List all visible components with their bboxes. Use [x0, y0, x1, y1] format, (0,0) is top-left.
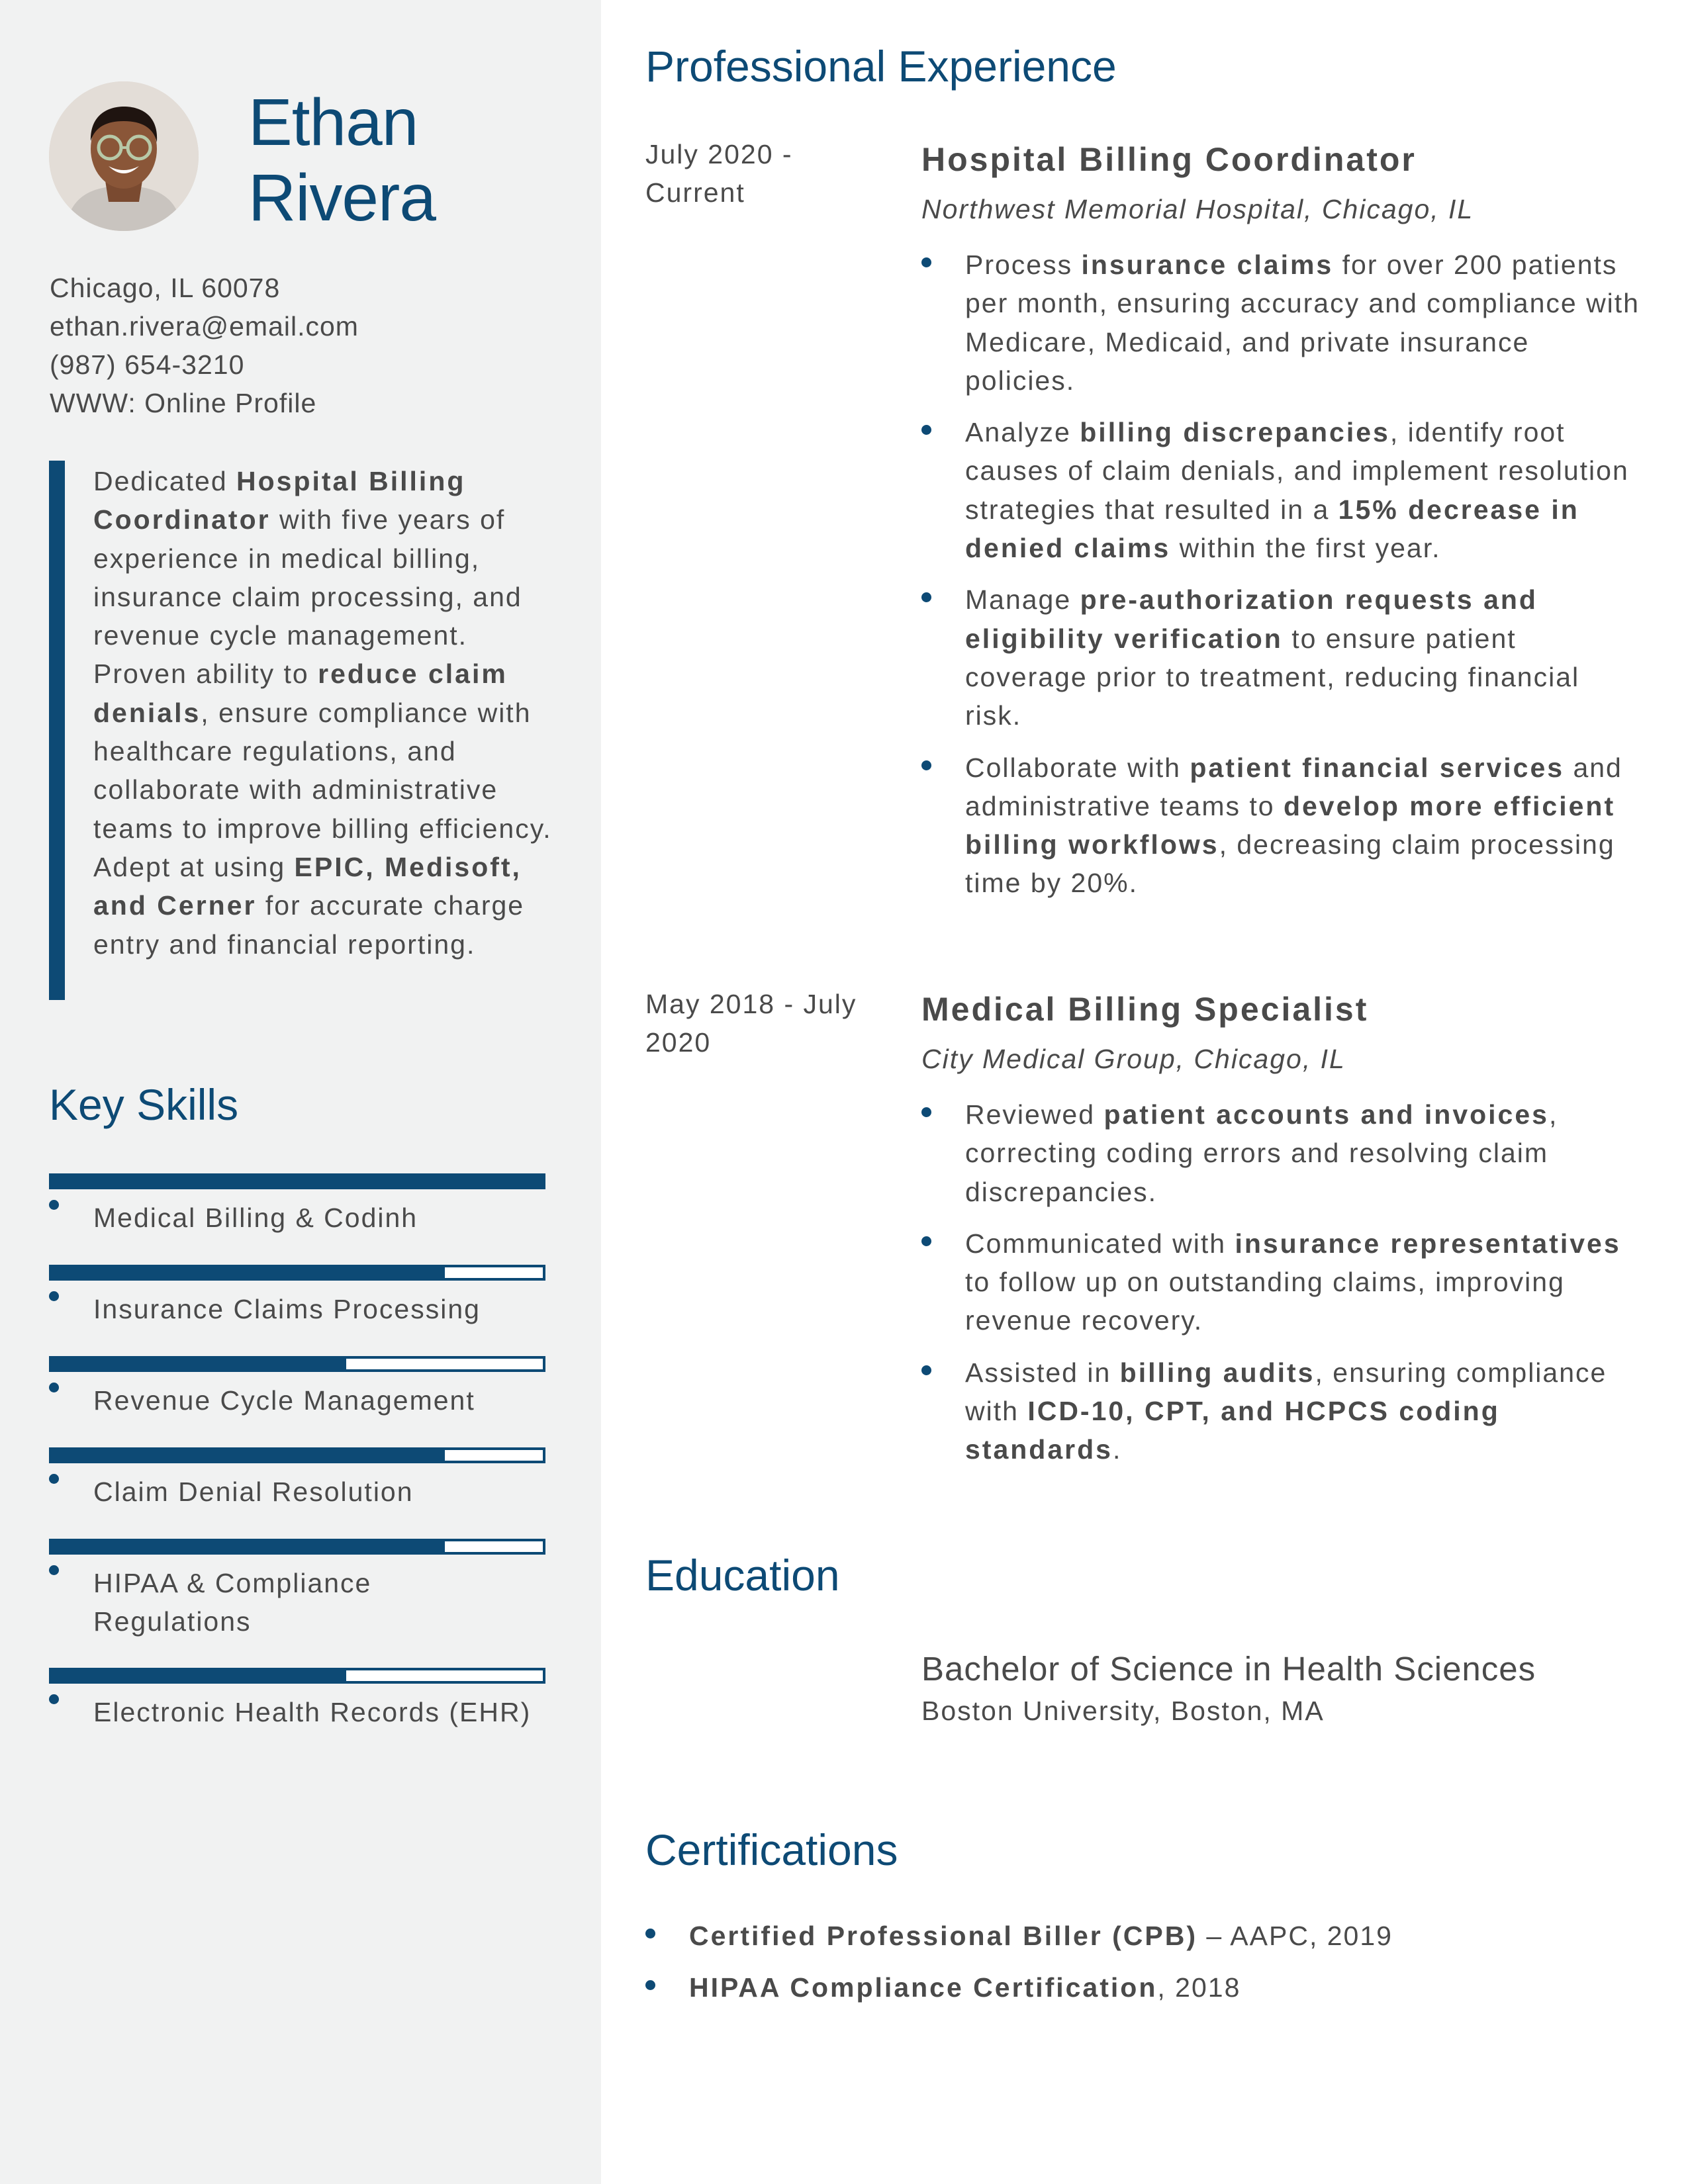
bullet-emphasis: patient financial services — [1190, 752, 1565, 783]
bullet-icon — [921, 1107, 931, 1117]
bullet-text: , identify root causes of claim denials, and implement resolution strategies that resulted in a — [965, 417, 1629, 525]
skill-level-fill — [52, 1670, 346, 1681]
job-date: July 2020 - Current — [645, 139, 793, 208]
skill-label: Insurance Claims Processing — [93, 1294, 481, 1324]
address: Chicago, IL 60078 — [50, 273, 281, 303]
skill-label: Claim Denial Resolution — [93, 1477, 414, 1507]
bullet-icon — [921, 257, 931, 267]
sidebar — [0, 0, 601, 2184]
certification-name: Certified Professional Biller (CPB) — [689, 1921, 1197, 1951]
bullet-text: Analyze — [965, 417, 1080, 448]
bullet-text: Manage — [965, 584, 1080, 615]
summary-emphasis: Hospital Billing Coordinator — [93, 466, 466, 535]
candidate-name — [248, 85, 579, 236]
profile-photo — [49, 81, 199, 231]
bullet-emphasis: pre-authorization requests and eligibility verification — [965, 584, 1538, 654]
bullet-emphasis: 15% decrease in denied claims — [965, 494, 1579, 564]
skill-label: Medical Billing & Codinh — [93, 1203, 418, 1233]
bullet-text: within the first year. — [1170, 533, 1441, 564]
bullet-icon — [921, 425, 931, 435]
bullet-text: Process — [965, 250, 1082, 280]
bullet-icon — [645, 1980, 655, 1990]
bullet-text: Reviewed — [965, 1099, 1104, 1130]
certifications-list — [645, 1917, 1638, 2020]
job-company: City Medical Group, Chicago, IL — [921, 1044, 1346, 1074]
skill-level-fill — [52, 1176, 543, 1187]
bullet-text: . — [1112, 1434, 1122, 1465]
skill-label: Revenue Cycle Management — [93, 1385, 475, 1416]
bullet-emphasis: develop more efficient billing workflows — [965, 790, 1616, 860]
certifications-heading: Certifications — [645, 1825, 898, 1874]
bullet-text: to ensure patient coverage prior to treatment, reducing financial risk. — [965, 623, 1580, 731]
job-bullet — [921, 1353, 1643, 1469]
job-bullets — [921, 246, 1643, 916]
job-bullet — [921, 580, 1643, 735]
summary-accent-bar — [49, 461, 65, 1000]
skill-label: Electronic Health Records (EHR) — [93, 1697, 532, 1727]
skill-level-fill — [52, 1450, 445, 1461]
bullet-icon — [921, 760, 931, 770]
summary-emphasis: reduce claim denials — [93, 659, 508, 728]
school: Boston University, Boston, MA — [921, 1696, 1325, 1726]
skills-heading: Key Skills — [49, 1080, 239, 1129]
bullet-emphasis: billing audits — [1119, 1357, 1315, 1388]
first-name: Ethan — [248, 85, 418, 159]
job-title: Hospital Billing Coordinator — [921, 141, 1417, 178]
skill-level-bar — [49, 1668, 545, 1684]
bullet-text: Collaborate with — [965, 752, 1190, 783]
education-heading: Education — [645, 1551, 840, 1600]
certification-detail: , 2018 — [1157, 1972, 1241, 2003]
website-link[interactable]: WWW: Online Profile — [50, 388, 317, 418]
job-company: Northwest Memorial Hospital, Chicago, IL — [921, 194, 1474, 224]
job-bullet — [921, 1095, 1643, 1211]
summary — [93, 462, 557, 964]
bullet-emphasis: ICD-10, CPT, and HCPCS coding standards — [965, 1396, 1500, 1465]
job-bullet — [921, 1224, 1643, 1340]
skill-level-bar — [49, 1356, 545, 1372]
bullet-text: , decreasing claim processing time by 20%. — [965, 829, 1615, 899]
certification-item — [645, 1917, 1638, 1955]
bullet-text: , ensuring compliance with — [965, 1357, 1607, 1427]
degree: Bachelor of Science in Health Sciences — [921, 1650, 1536, 1688]
bullet-icon — [49, 1200, 59, 1210]
bullet-icon — [921, 1365, 931, 1375]
skill-level-bar — [49, 1539, 545, 1555]
avatar — [49, 81, 199, 231]
bullet-icon — [49, 1474, 59, 1484]
job-bullet — [921, 749, 1643, 903]
bullet-text: Communicated with — [965, 1228, 1235, 1259]
job-title: Medical Billing Specialist — [921, 991, 1369, 1028]
bullet-emphasis: insurance claims — [1081, 250, 1334, 280]
bullet-text: to follow up on outstanding claims, improving revenue recovery. — [965, 1267, 1565, 1336]
bullet-text: , correcting coding errors and resolving claim discrepancies. — [965, 1099, 1558, 1207]
skill-level-bar — [49, 1173, 545, 1189]
experience-heading: Professional Experience — [645, 42, 1117, 91]
summary-text: Dedicated — [93, 466, 237, 496]
bullet-emphasis: patient accounts and invoices — [1103, 1099, 1549, 1130]
skill-level-fill — [52, 1541, 445, 1552]
bullet-text: and administrative teams to — [965, 752, 1622, 821]
bullet-icon — [921, 1236, 931, 1246]
summary-text: for accurate charge entry and financial reporting. — [93, 890, 525, 960]
bullet-text: for over 200 patients per month, ensuring accuracy and compliance with Medicare, Medicaid, and private insurance policies. — [965, 250, 1640, 396]
certification-detail: – AAPC, 2019 — [1197, 1921, 1393, 1951]
last-name: Rivera — [248, 161, 436, 235]
certification-name: HIPAA Compliance Certification — [689, 1972, 1158, 2003]
skill-level-bar — [49, 1265, 545, 1281]
email-link[interactable]: ethan.rivera@email.com — [50, 311, 359, 341]
bullet-icon — [921, 592, 931, 602]
bullet-emphasis: insurance representatives — [1235, 1228, 1621, 1259]
certification-item — [645, 1968, 1638, 2007]
summary-emphasis: EPIC, Medisoft, and Cerner — [93, 851, 522, 921]
contact-info — [50, 269, 359, 422]
bullet-icon — [49, 1291, 59, 1301]
job-bullet — [921, 413, 1643, 567]
bullet-text: Assisted in — [965, 1357, 1120, 1388]
bullet-icon — [49, 1383, 59, 1392]
phone: (987) 654-3210 — [50, 349, 245, 380]
skill-level-fill — [52, 1267, 445, 1278]
skill-level-fill — [52, 1359, 346, 1369]
job-bullet — [921, 246, 1643, 400]
skill-label: HIPAA & Compliance Regulations — [93, 1568, 372, 1637]
bullet-icon — [49, 1565, 59, 1575]
bullet-icon — [645, 1929, 655, 1938]
job-date: May 2018 - July 2020 — [645, 989, 857, 1058]
job-bullets — [921, 1095, 1643, 1482]
summary-text: , ensure compliance with healthcare regulations, and collaborate with administrative teams to improve billing efficiency. Adept at using — [93, 697, 552, 882]
summary-text: with five years of experience in medical billing, insurance claim processing, and revenue cycle management. Proven ability to — [93, 504, 522, 690]
bullet-icon — [49, 1694, 59, 1704]
bullet-emphasis: billing discrepancies — [1080, 417, 1390, 448]
skill-level-bar — [49, 1447, 545, 1463]
